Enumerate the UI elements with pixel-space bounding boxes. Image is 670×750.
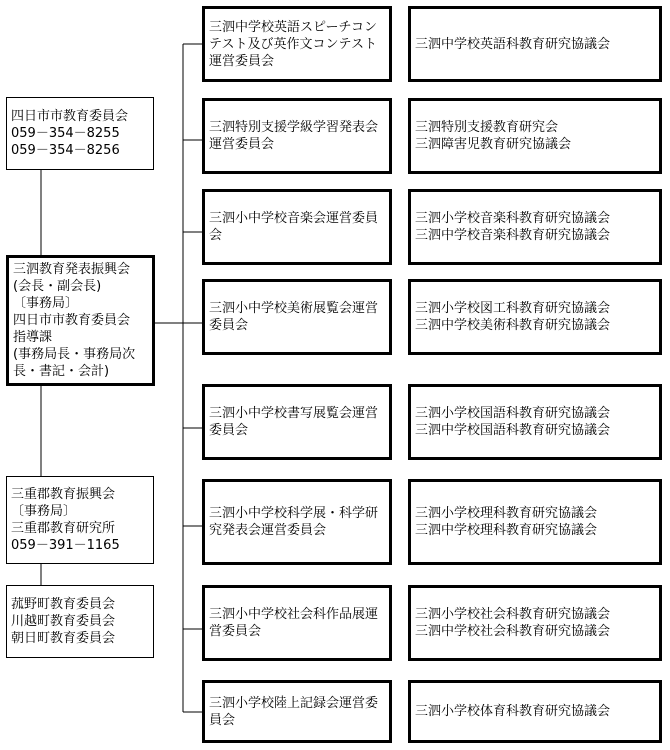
council-box bbox=[408, 6, 662, 82]
council-junior-high-japanese: 三泗中学校国語科教育研究協議会 bbox=[415, 423, 611, 438]
council-elementary-pe: 三泗小学校体育科教育研究協議会 bbox=[415, 704, 611, 719]
council-elementary-science: 三泗小学校理科教育研究協議会 bbox=[415, 506, 598, 521]
committee-box bbox=[202, 189, 392, 265]
sansi-promotion-box bbox=[6, 255, 155, 386]
council-elementary-music: 三泗小学校音楽科教育研究協議会 bbox=[415, 211, 611, 226]
council-box bbox=[408, 479, 662, 565]
yokkaichi-board-name: 四日市市教育委員会 bbox=[11, 109, 129, 124]
council-box bbox=[408, 384, 662, 460]
council-junior-high-music: 三泗中学校音楽科教育研究協議会 bbox=[415, 228, 611, 243]
council-junior-high-art: 三泗中学校美術科教育研究協議会 bbox=[415, 318, 611, 333]
sansi-promotion-name: 三泗教育発表振興会 bbox=[13, 262, 131, 277]
committee-box bbox=[202, 98, 392, 174]
town-board-kawagoe: 川越町教育委員会 bbox=[11, 614, 116, 629]
mie-county-phone: 059－391－1165 bbox=[11, 538, 120, 553]
committee-science: 三泗小中学校科学展・科学研究発表会運営委員会 bbox=[209, 506, 379, 538]
council-box bbox=[408, 680, 662, 743]
committee-art: 三泗小中学校美術展覧会運営委員会 bbox=[209, 301, 379, 333]
council-elementary-japanese: 三泗小学校国語科教育研究協議会 bbox=[415, 406, 611, 421]
mie-county-box bbox=[6, 476, 154, 564]
council-elementary-social: 三泗小学校社会科教育研究協議会 bbox=[415, 607, 611, 622]
sansi-promotion-office-board: 四日市市教育委員会 bbox=[13, 313, 131, 328]
sansi-promotion-officers: (会長・副会長) bbox=[13, 279, 102, 294]
committee-box bbox=[202, 279, 392, 355]
council-box bbox=[408, 279, 662, 355]
council-disabled-children: 三泗障害児教育研究協議会 bbox=[415, 137, 572, 152]
sansi-promotion-staff-1: (事務局長・事務局次 bbox=[13, 347, 136, 362]
council-box bbox=[408, 98, 662, 174]
sansi-promotion-office-division: 指導課 bbox=[13, 330, 53, 345]
committee-box bbox=[202, 384, 392, 460]
committee-social-studies: 三泗小中学校社会科作品展運営委員会 bbox=[209, 607, 379, 639]
committee-box bbox=[202, 479, 392, 565]
committee-calligraphy: 三泗小中学校書写展覧会運営委員会 bbox=[209, 406, 379, 438]
council-english: 三泗中学校英語科教育研究協議会 bbox=[415, 36, 611, 52]
town-boards-box bbox=[6, 585, 154, 658]
committee-english-speech: 三泗中学校英語スピーチコンテスト及び英作文コンテスト運営委員会 bbox=[209, 19, 377, 69]
council-special-support: 三泗特別支援教育研究会 bbox=[415, 120, 559, 135]
mie-county-name: 三重郡教育振興会 bbox=[11, 487, 116, 502]
council-box bbox=[408, 585, 662, 661]
council-junior-high-science: 三泗中学校理科教育研究協議会 bbox=[415, 523, 598, 538]
committee-box bbox=[202, 6, 392, 82]
mie-county-institute: 三重郡教育研究所 bbox=[11, 521, 116, 536]
council-elementary-crafts: 三泗小学校図工科教育研究協議会 bbox=[415, 301, 611, 316]
town-board-komono: 菰野町教育委員会 bbox=[11, 597, 116, 612]
committee-special-support: 三泗特別支援学級学習発表会運営委員会 bbox=[209, 120, 379, 152]
mie-county-office-label: 〔事務局〕 bbox=[11, 504, 77, 519]
committee-music: 三泗小中学校音楽会運営委員会 bbox=[209, 211, 379, 243]
town-board-asahi: 朝日町教育委員会 bbox=[11, 631, 116, 646]
council-junior-high-social: 三泗中学校社会科教育研究協議会 bbox=[415, 624, 611, 639]
committee-box bbox=[202, 585, 392, 661]
council-box bbox=[408, 189, 662, 265]
sansi-promotion-staff-2: 長・書記・会計) bbox=[13, 364, 110, 379]
yokkaichi-board-phone-1: 059－354－8255 bbox=[11, 126, 120, 141]
yokkaichi-board-box bbox=[6, 97, 154, 170]
committee-box bbox=[202, 680, 392, 743]
committee-athletics: 三泗小学校陸上記録会運営委員会 bbox=[209, 695, 379, 728]
sansi-promotion-office-label: 〔事務局〕 bbox=[13, 296, 79, 311]
yokkaichi-board-phone-2: 059－354－8256 bbox=[11, 143, 120, 158]
